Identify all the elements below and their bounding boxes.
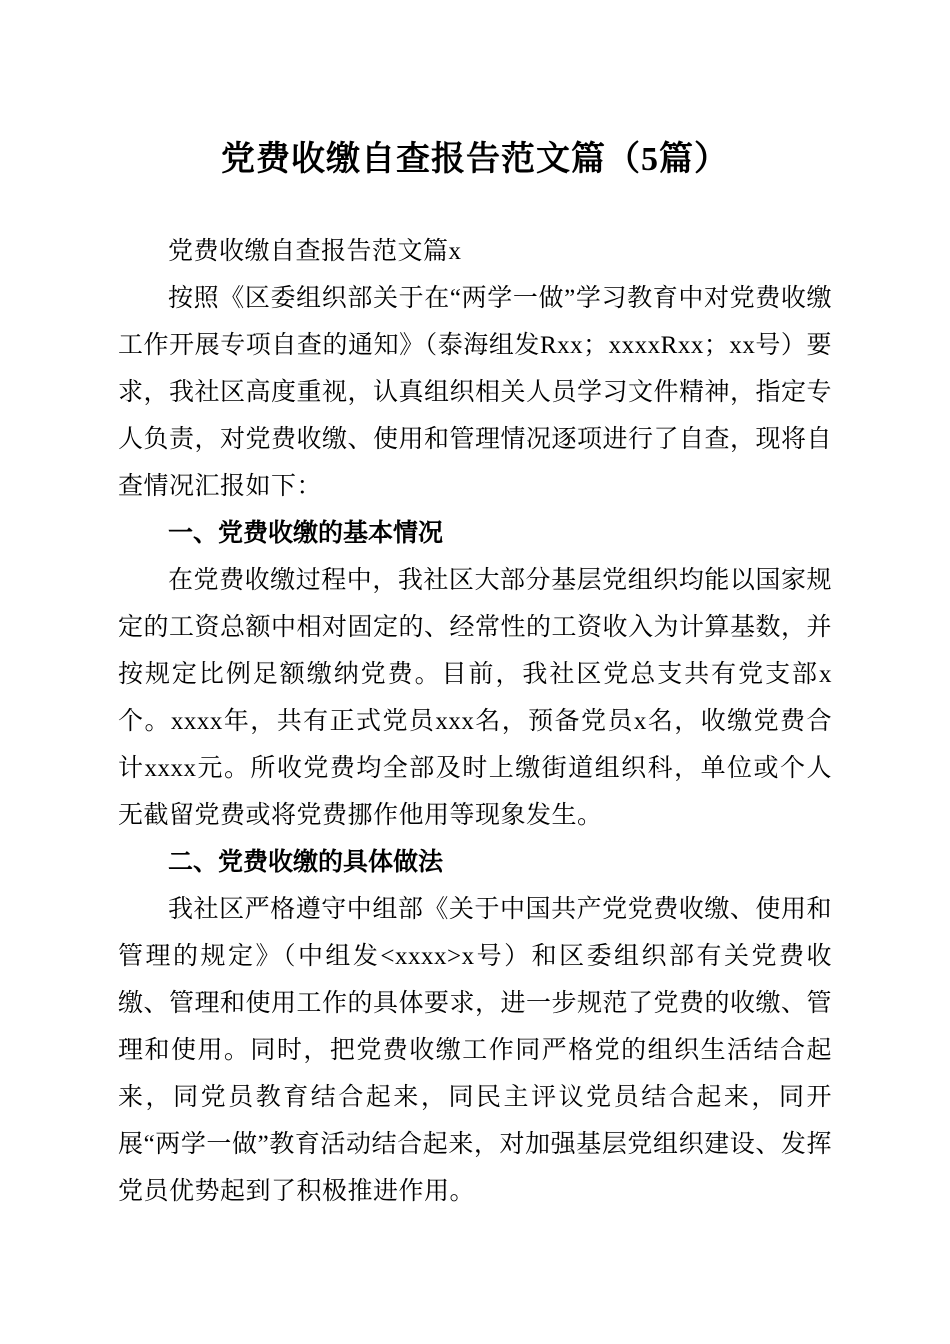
paragraph-subtitle: 党费收缴自查报告范文篇x — [168, 238, 462, 265]
paragraph-section-2: 我社区严格遵守中组部《关于中国共产党党费收缴、使用和管理的规定》（中组发<xxxx>x号）和区委组织部有关党费收缴、管理和使用工作的具体要求，进一步规范了党费的收缴、管理和使用。同时，把党费收缴工作同严格党的组织生活结合起来，同党员教育结合起来，同民主评议党员结合起来，同开展“两学一做”教育活动结合起来，对加强基层党组织建设、发挥党员优势起到了积极推进作用。 — [118, 896, 833, 1205]
document-title: 党费收缴自查报告范文篇（5篇） — [221, 141, 729, 178]
paragraph-intro: 按照《区委组织部关于在“两学一做”学习教育中对党费收缴工作开展专项自查的通知》（泰海组发Rxx；xxxxRxx；xx号）要求，我社区高度重视，认真组织相关人员学习文件精神，指定专人负责，对党费收缴、使用和管理情况逐项进行了自查，现将自查情况汇报如下： — [118, 285, 833, 500]
section-heading-2: 二、党费收缴的具体做法 — [168, 848, 444, 876]
paragraph-section-1: 在党费收缴过程中，我社区大部分基层党组织均能以国家规定的工资总额中相对固定的、经常性的工资收入为计算基数，并按规定比例足额缴纳党费。目前，我社区党总支共有党支部x个。xxxx年，共有正式党员xxx名，预备党员x名，收缴党费合计xxxx元。所收党费均全部及时上缴街道组织科，单位或个人无截留党费或将党费挪作他用等现象发生。 — [118, 567, 833, 829]
section-heading-1: 一、党费收缴的基本情况 — [168, 519, 444, 547]
